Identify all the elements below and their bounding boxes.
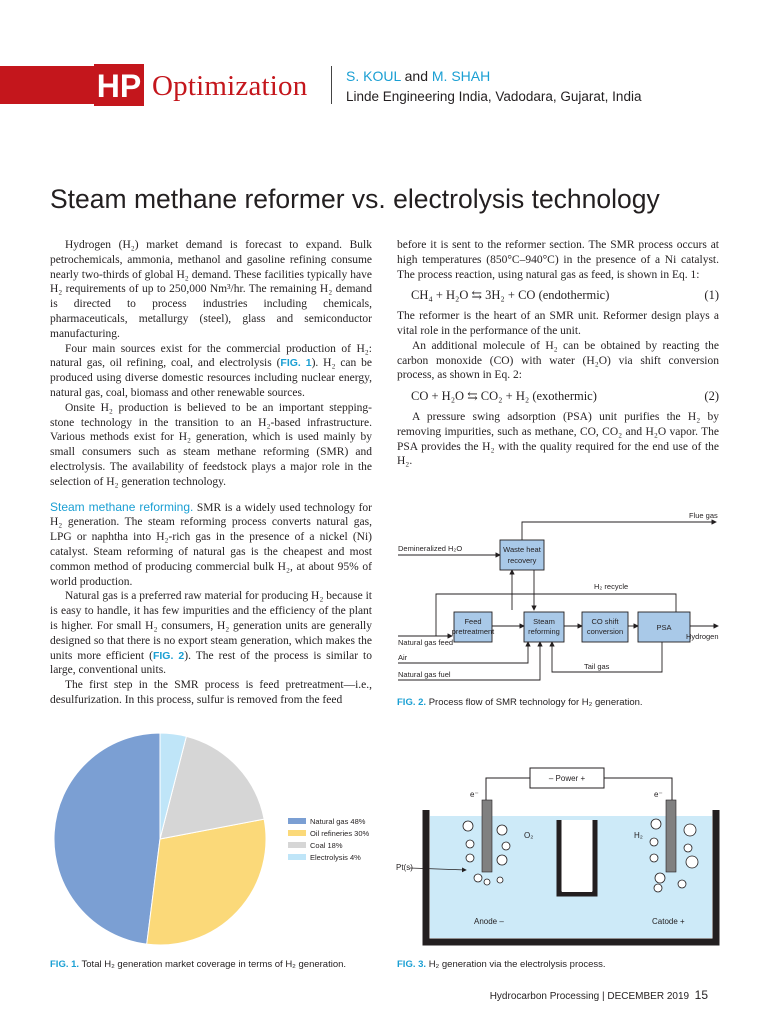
feed-label: Feed (464, 617, 482, 626)
electron-right-label: e⁻ (654, 790, 663, 799)
flue-gas-label: Flue gas (689, 511, 718, 520)
footer-separator: | (601, 991, 605, 1002)
paragraph: Four main sources exist for the commercial production of H₂: natural gas, oil refining, coal, and electrolysis (FIG. 1). H₂ can be produced using diverse domestic resources including nuclear energy, natural gas, coal, biomass and other renewable sources. (50, 342, 372, 399)
page-footer (490, 988, 708, 1002)
paragraph: before it is sent to the reformer section. The SMR process occurs at high temperatures (850°C–940°C) in the presence of a Ni catalyst. The process reaction, using natural gas as feed, is shown in Eq. 1: (397, 239, 719, 281)
legend-swatch (288, 818, 306, 824)
hp-logo (94, 64, 144, 106)
legend-label: Coal 18% (310, 841, 343, 850)
issue-date: DECEMBER 2019 (607, 991, 690, 1002)
paragraph: Steam methane reforming. SMR is a widely used technology for H₂ generation. The steam reforming process converts natural gas, LPG or naphtha into H₂-rich gas in the presence of a nickel (Ni) catalyst. Steam reforming of natural gas is the cheapest and most common method of producing commercial bulk H₂, at about 95% of world production. (50, 499, 372, 588)
fig1-pie-chart (48, 728, 378, 950)
hydrogen-label: Hydrogen (686, 632, 719, 641)
legend-label: Electrolysis 4% (310, 853, 361, 862)
author-2: M. SHAH (431, 68, 491, 84)
pie-slice (54, 733, 160, 944)
paragraph: A pressure swing adsorption (PSA) unit purifies the H₂ by removing impurities, such as methane, CO, CO₂ and H₂O vapor. The PSA provides the H₂ with the quality required for the end use of the H₂. (397, 410, 719, 468)
natural-gas-fuel-label: Natural gas fuel (398, 670, 451, 679)
h2-label: H₂ (634, 831, 643, 840)
affiliation: Linde Engineering India, Vadodara, Gujarat, India (346, 89, 642, 104)
fig2-caption: FIG. 2. Process flow of SMR technology for H₂ generation. (397, 697, 643, 708)
legend-swatch (288, 854, 306, 860)
tail-gas-label: Tail gas (584, 662, 610, 671)
right-column (397, 238, 719, 469)
page-number: 15 (694, 988, 708, 1002)
header-divider (331, 66, 332, 104)
natural-gas-feed-label: Natural gas feed (398, 638, 454, 647)
demin-label: Demineralized H₂O (398, 544, 463, 553)
fig1-caption: FIG. 1. Total H₂ generation market coverage in terms of H₂ generation. (50, 959, 347, 970)
legend-swatch (288, 842, 306, 848)
air-label: Air (398, 653, 408, 662)
o2-label: O₂ (524, 831, 534, 840)
steam-label-2: reforming (528, 627, 560, 636)
pt-label: Pt(s) (396, 863, 413, 872)
paragraph: Hydrogen (H₂) market demand is forecast to expand. Bulk petrochemicals, ammonia, methanol and gasoline refining consume nearly two-thirds of global H₂ demand. These facilities typically have H₂ requirements of up to 250,000 Nm³/hr. The remaining H₂ demand is directed to process industries including chemicals, pharmaceuticals, metallurgy (steel), glass and semiconductor manufacturing. (50, 239, 372, 340)
co-shift-label: CO shift (591, 617, 619, 626)
legend-swatch (288, 830, 306, 836)
fig3-caption: FIG. 3. H₂ generation via the electrolysis process. (397, 959, 606, 970)
author-1: S. KOUL (346, 68, 401, 84)
fig1-link[interactable]: FIG. 1 (280, 357, 312, 370)
paragraph: The first step in the SMR process is feed pretreatment—i.e., desulfurization. In this process, sulfur is removed from the feed (50, 679, 372, 706)
article-title: Steam methane reformer vs. electrolysis technology (50, 184, 660, 214)
fig2-process-diagram (396, 508, 722, 688)
hp-logo-text: HP (96, 68, 142, 104)
pie-slices (54, 733, 266, 945)
feed-label-2: pretreatment (451, 627, 495, 636)
legend-label: Natural gas 48% (310, 817, 366, 826)
author-and: and (404, 68, 428, 84)
journal-name: Hydrocarbon Processing (489, 991, 600, 1002)
paragraph: The reformer is the heart of an SMR unit. Reformer design plays a vital role in the performance of the unit. (397, 310, 719, 337)
power-label: – Power + (548, 774, 586, 783)
paragraph: Onsite H₂ production is believed to be an important stepping-stone technology in the transition to an H₂-based infrastructure. Various methods exist for H₂ generation, which is used mainly by small consumers such as steam methane reforming (SMR) and electrolysis. The availability of feedstock plays a major role in the selection of H₂ generation technology. (50, 401, 372, 488)
brand-bar (0, 66, 98, 104)
subheading: Steam methane reforming. (50, 499, 194, 514)
paragraph: Natural gas is a preferred raw material for producing H₂ because it is easy to handle, it has few impurities and the efficiency of the plant is higher. For small H₂ consumers, H₂ generation units are generally designed so that there is no export steam generation, which makes the units more efficient (FIG. 2). The rest of the process is similar to large, conventional units. (50, 590, 372, 677)
pie-legend (288, 817, 370, 862)
equation-1: CH₄ + H₂O ⇆ 3H₂ + CO (endothermic) (1) (411, 288, 719, 303)
waste-heat-label-2: recovery (507, 556, 537, 565)
steam-label: Steam (533, 617, 555, 626)
anode-label: Anode – (474, 917, 504, 926)
left-column (50, 238, 372, 708)
authors (346, 68, 490, 84)
electron-left-label: e⁻ (470, 790, 479, 799)
h2-recycle-label: H₂ recycle (594, 582, 629, 591)
waste-heat-label: Waste heat (503, 545, 541, 554)
fig3-electrolysis-diagram (396, 762, 722, 950)
co-shift-label-2: conversion (586, 627, 624, 636)
paragraph: An additional molecule of H₂ can be obtained by reacting the carbon monoxide (CO) with water (H₂O) via shift conversion process, as shown in Eq. 2: (397, 339, 719, 382)
section-name: Optimization (152, 70, 308, 102)
equation-2: CO + H₂O ⇆ CO₂ + H₂ (exothermic) (2) (411, 389, 719, 404)
psa-label: PSA (656, 623, 672, 632)
cathode-label: Catode + (652, 917, 685, 926)
legend-label: Oil refineries 30% (310, 829, 370, 838)
fig2-link[interactable]: FIG. 2 (152, 649, 185, 662)
